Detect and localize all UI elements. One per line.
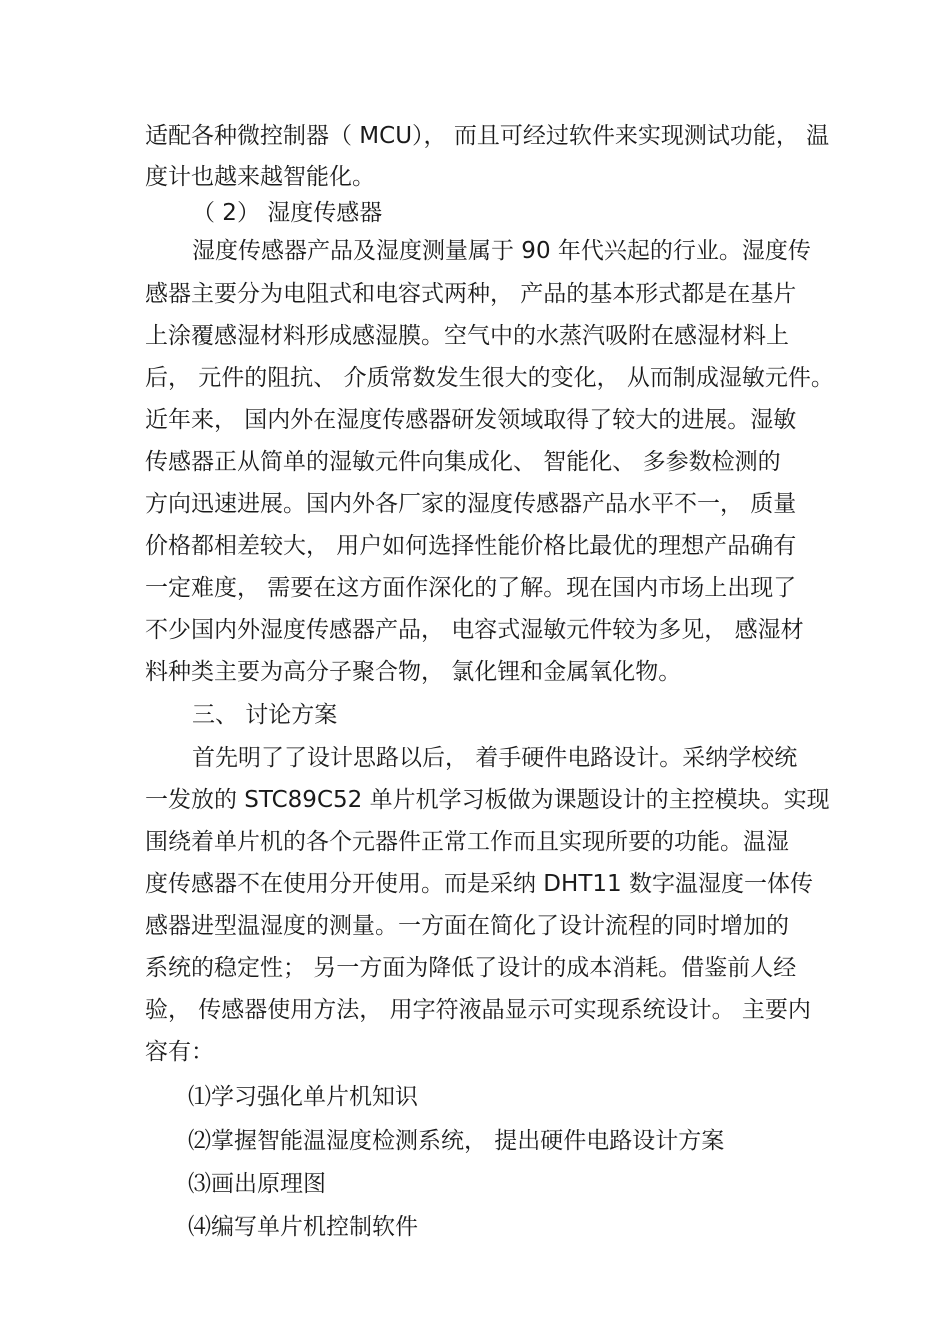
list-item: ⑷编写单片机控制软件	[188, 1214, 418, 1240]
paragraph-line: 价格都相差较大， 用户如何选择性能价格比最优的理想产品确有	[145, 533, 797, 559]
paragraph-line: 传感器正从简单的湿敏元件向集成化、 智能化、 多参数检测的	[145, 449, 781, 475]
paragraph-line: 一定难度， 需要在这方面作深化的了解。现在国内市场上出现了	[145, 575, 797, 601]
paragraph-line: 容有：	[145, 1039, 214, 1065]
paragraph-line: 后， 元件的阻抗、 介质常数发生很大的变化， 从而制成湿敏元件。	[145, 365, 834, 391]
section-heading: （ 2） 湿度传感器	[192, 200, 383, 226]
paragraph-line: 料种类主要为高分子聚合物， 氯化锂和金属氧化物。	[145, 659, 682, 685]
paragraph-line: 首先明了了设计思路以后， 着手硬件电路设计。采纳学校统	[192, 745, 798, 771]
paragraph-line: 感器进型温湿度的测量。一方面在简化了设计流程的同时增加的	[145, 913, 789, 939]
list-item: ⑵掌握智能温湿度检测系统， 提出硬件电路设计方案	[188, 1128, 725, 1154]
paragraph-line: 近年来， 国内外在湿度传感器研发领域取得了较大的进展。湿敏	[145, 407, 797, 433]
paragraph-line: 度传感器不在使用分开使用。而是采纳 DHT11 数字温湿度一体传	[145, 871, 813, 897]
paragraph-line: 方向迅速进展。国内外各厂家的湿度传感器产品水平不一， 质量	[145, 491, 797, 517]
paragraph-line: 适配各种微控制器（ MCU）， 而且可经过软件来实现测试功能， 温	[145, 123, 830, 149]
list-item: ⑴学习强化单片机知识	[188, 1084, 418, 1110]
paragraph-line: 围绕着单片机的各个元器件正常工作而且实现所要的功能。温湿	[145, 829, 789, 855]
paragraph-line: 上涂覆感湿材料形成感湿膜。空气中的水蒸汽吸附在感湿材料上	[145, 323, 789, 349]
paragraph-line: 不少国内外湿度传感器产品， 电容式湿敏元件较为多见， 感湿材	[145, 617, 804, 643]
paragraph-line: 一发放的 STC89C52 单片机学习板做为课题设计的主控模块。实现	[145, 787, 830, 813]
list-item: ⑶画出原理图	[188, 1171, 326, 1197]
section-heading: 三、 讨论方案	[192, 702, 338, 728]
paragraph-line: 系统的稳定性； 另一方面为降低了设计的成本消耗。借鉴前人经	[145, 955, 797, 981]
paragraph-line: 度计也越来越智能化。	[145, 164, 375, 190]
paragraph-line: 湿度传感器产品及湿度测量属于 90 年代兴起的行业。湿度传	[192, 238, 811, 264]
paragraph-line: 验， 传感器使用方法， 用字符液晶显示可实现系统设计。 主要内	[145, 997, 811, 1023]
paragraph-line: 感器主要分为电阻式和电容式两种， 产品的基本形式都是在基片	[145, 281, 797, 307]
